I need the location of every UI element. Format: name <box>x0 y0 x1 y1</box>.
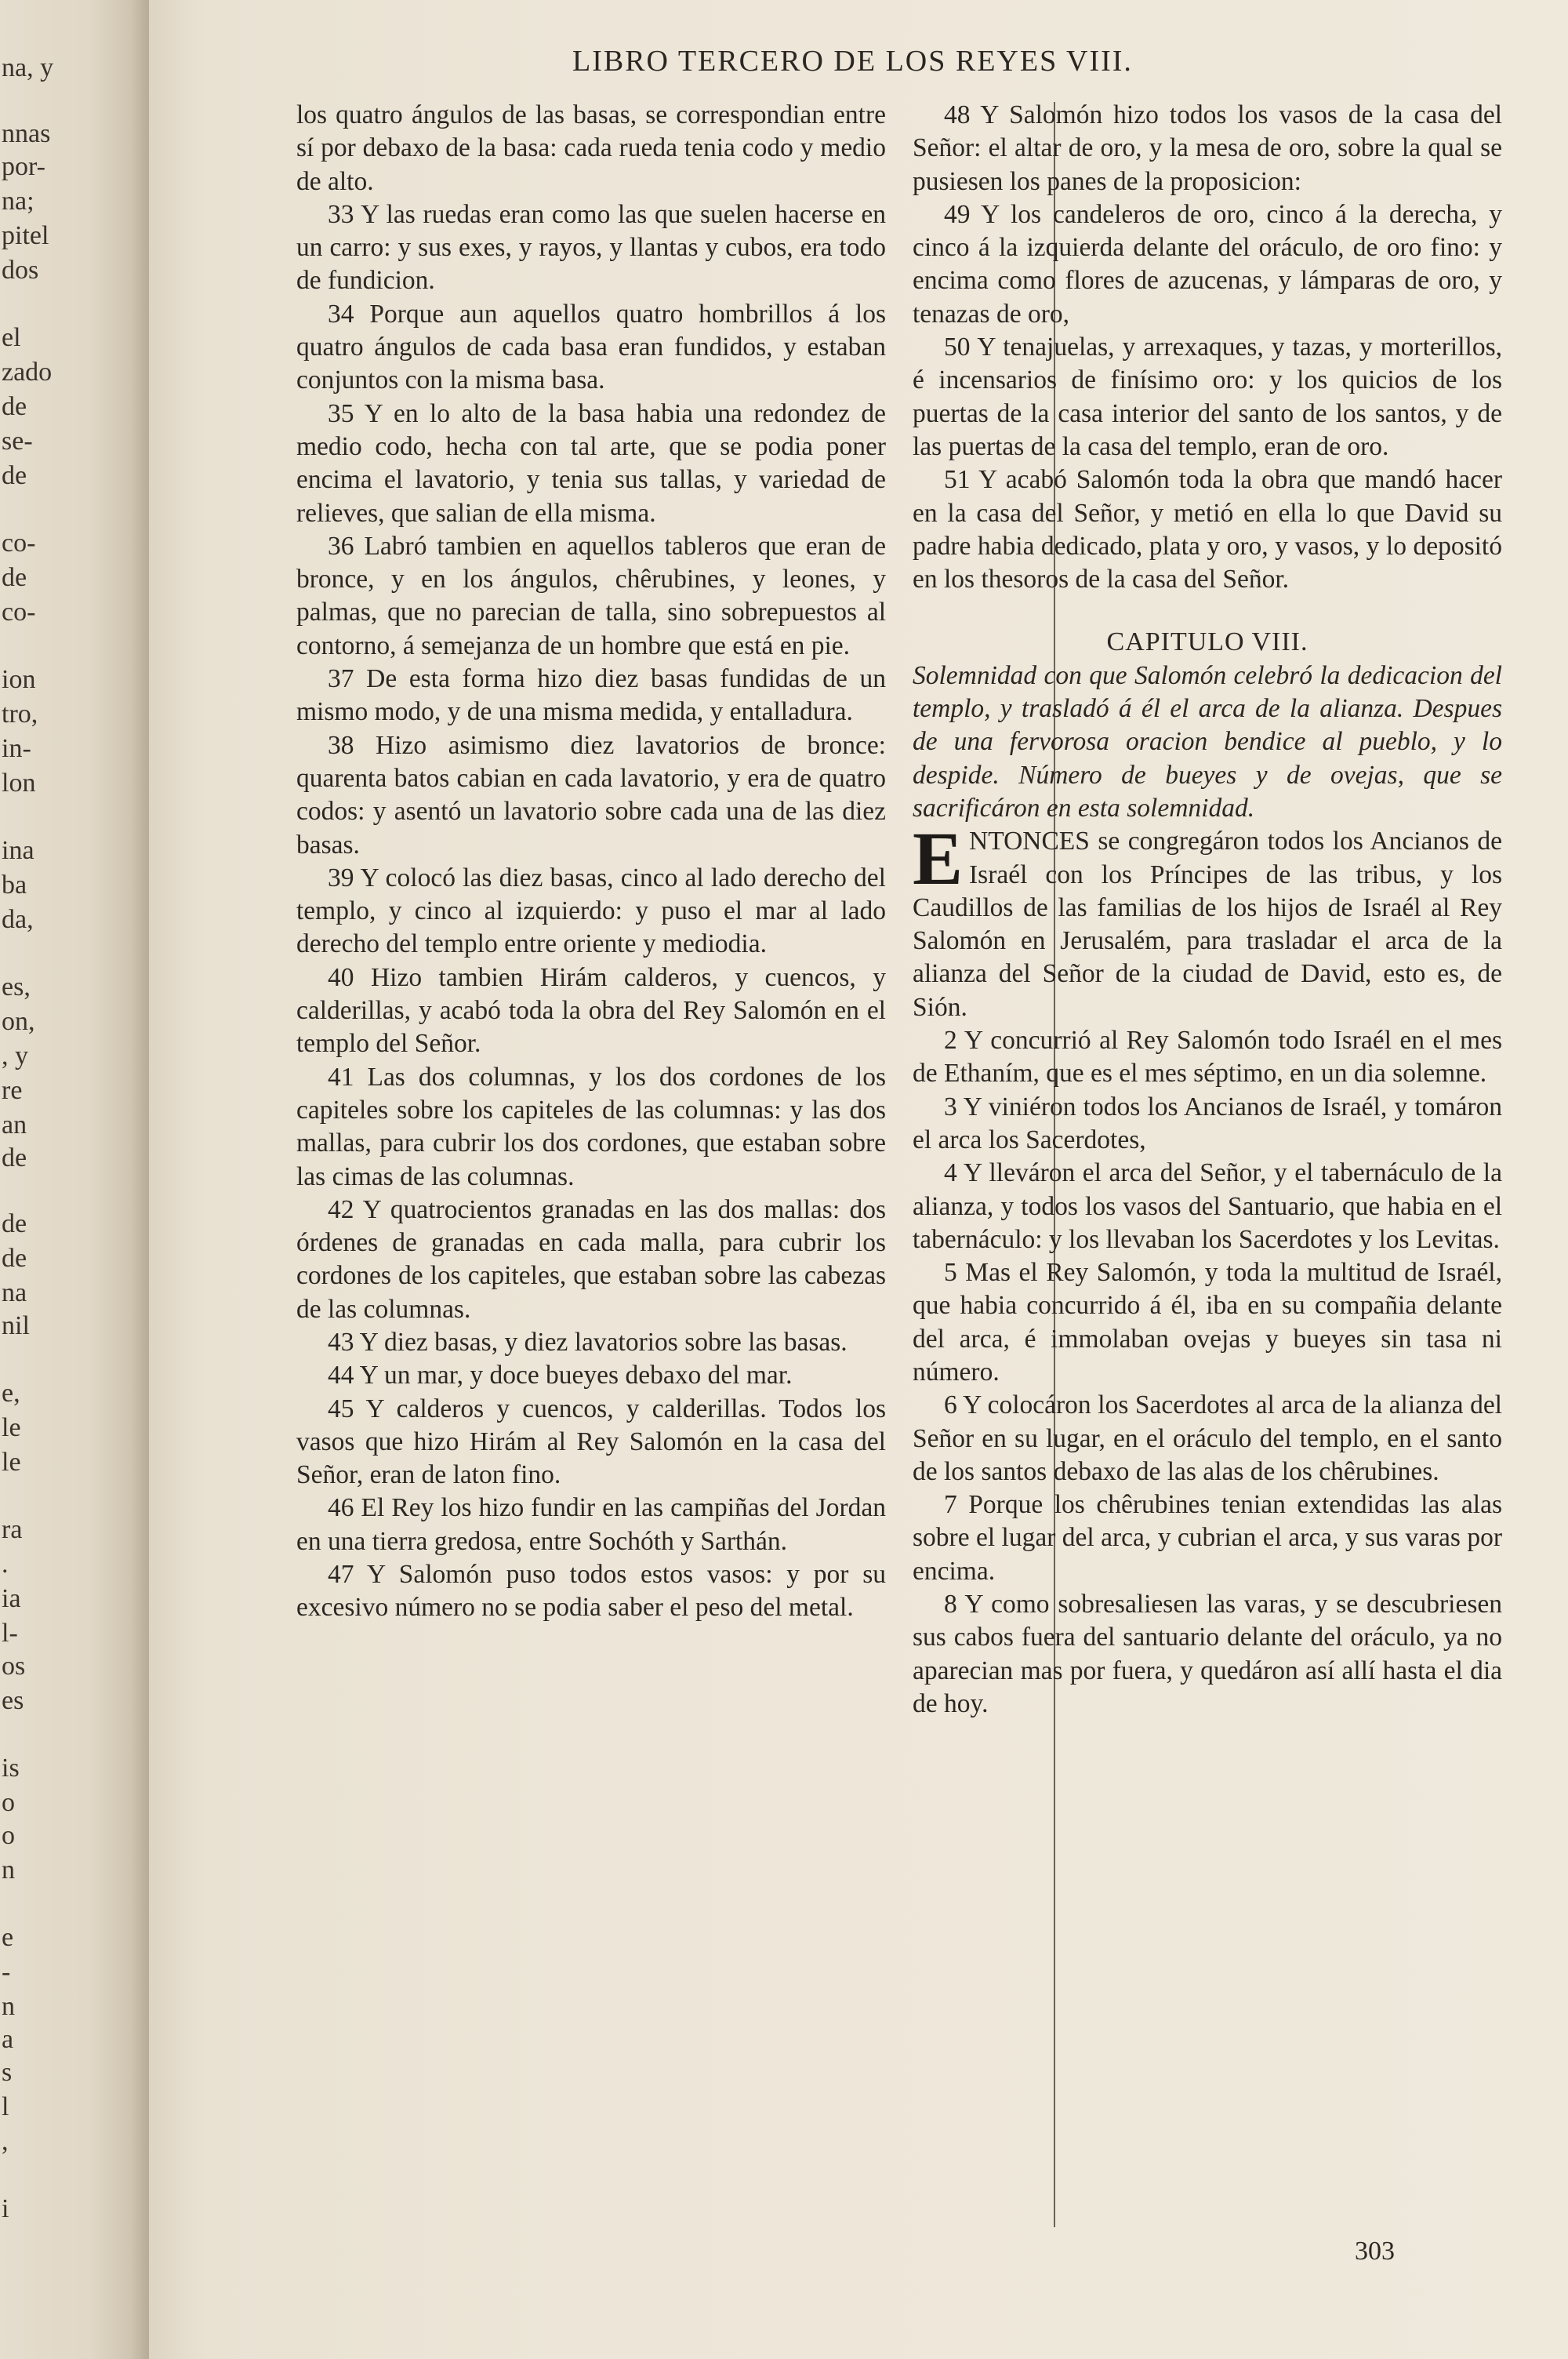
book-page <box>149 0 1568 2359</box>
running-header: LIBRO TERCERO DE LOS REYES VIII. <box>572 45 1133 78</box>
gutter-text-fragment: o <box>2 1821 15 1850</box>
gutter-text-fragment: da, <box>2 905 34 934</box>
verse: 4 Y lleváron el arca del Señor, y el tabernáculo de la alianza, y todos los vasos del Santuario, que habia en el tabernáculo: y los llevaban los Sacerdotes y los Levitas. <box>913 1158 1502 1254</box>
gutter-text-fragment: i <box>2 2194 9 2223</box>
previous-page-gutter <box>0 0 149 2359</box>
drop-cap: E <box>913 816 964 901</box>
gutter-text-fragment: - <box>2 1957 11 1986</box>
gutter-text-fragment: se- <box>2 427 33 456</box>
gutter-text-fragment: an <box>2 1110 27 1140</box>
verse: 7 Porque los chêrubines tenian extendidas las alas sobre el lugar del arca, y cubrian el arca, y sus varas por encima. <box>913 1490 1502 1586</box>
verse: 6 Y colocáron los Sacerdotes al arca de la alianza del Señor en su lugar, en el oráculo del templo, en el santo de los santos debaxo de las alas de los chêrubines. <box>913 1390 1502 1486</box>
gutter-text-fragment: lon <box>2 769 36 798</box>
right-column-verses-top <box>913 99 1502 596</box>
gutter-text-fragment: el <box>2 323 21 352</box>
left-column <box>296 99 886 1625</box>
chapter-title: CAPITULO VIII. <box>1106 627 1308 657</box>
gutter-text-fragment: le <box>2 1448 21 1477</box>
verse: 46 El Rey los hizo fundir en las campiñas del Jordan en una tierra gredosa, entre Sochóth y Sarthán. <box>296 1493 886 1556</box>
verse: 44 Y un mar, y doce bueyes debaxo del mar. <box>328 1361 793 1390</box>
gutter-text-fragment: ia <box>2 1584 21 1613</box>
gutter-text-fragment: de <box>2 1244 27 1273</box>
gutter-text-fragment: co- <box>2 598 36 627</box>
verse: 47 Y Salomón puso todos estos vasos: y por su excesivo número no se podia saber el peso del metal. <box>296 1560 886 1623</box>
gutter-text-fragment: n <box>2 1856 15 1885</box>
verse: 35 Y en lo alto de la basa habia una redondez de medio codo, hecha con tal arte, que se podia poner encima el lavatorio, y tenia sus tallas, y variedad de relieves, que salian de ella misma. <box>296 398 886 528</box>
gutter-text-fragment: on, <box>2 1007 35 1036</box>
verse: 48 Y Salomón hizo todos los vasos de la casa del Señor: el altar de oro, y la mesa de oro, sobre la qual se pusiesen los panes de la proposicion: <box>913 100 1502 196</box>
verse: 41 Las dos columnas, y los dos cordones de los capiteles sobre los capiteles de las columnas: y las dos mallas, para cubrir los dos cordones, que estaban sobre las cimas de las columnas. <box>296 1062 886 1191</box>
verse: 39 Y colocó las diez basas, cinco al lado derecho del templo, y cinco al izquierdo: y puso el mar al lado derecho del templo entre oriente y mediodia. <box>296 863 886 959</box>
gutter-text-fragment: ina <box>2 836 34 865</box>
verse: 36 Labró tambien en aquellos tableros que eran de bronce, y en los ángulos, chêrubines, y leones, y palmas, que no parecian de talla, sino sobrepuestos al contorno, á semejanza de un hombre que está en pie. <box>296 531 886 660</box>
verse: 51 Y acabó Salomón toda la obra que mandó hacer en la casa del Señor, y metió en ella lo que David su padre habia dedicado, plata y oro, y vasos, y lo depositó en los thesoros de la casa del Señor. <box>913 465 1502 594</box>
gutter-text-fragment: in- <box>2 734 31 763</box>
gutter-text-fragment: de <box>2 1143 27 1172</box>
gutter-text-fragment: nnas <box>2 119 51 148</box>
verse: 8 Y como sobresaliesen las varas, y se descubriesen sus cabos fuera del santuario delante del oráculo, ya no aparecian mas por fuera, y quedáron así allí hasta el dia de hoy. <box>913 1590 1502 1718</box>
gutter-text-fragment: is <box>2 1754 20 1783</box>
verse: 33 Y las ruedas eran como las que suelen hacerse en un carro: y sus exes, y rayos, y llantas y cubos, era todo de fundicion. <box>296 199 886 296</box>
gutter-text-fragment: ion <box>2 665 36 694</box>
chapter-summary-text: Solemnidad con que Salomón celebró la dedicacion del templo, y trasladó á él el arca de la alianza. Despues de una fervorosa oracion bendice al pueblo, y lo despide. Número de bueyes y de ovejas, que se sacrificáron en esta solemnidad. <box>913 660 1502 823</box>
verse: los quatro ángulos de las basas, se correspondian entre sí por debaxo de la basa: cada rueda tenia codo y medio de alto. <box>296 100 886 196</box>
gutter-text-fragment: e, <box>2 1379 20 1408</box>
verse: 50 Y tenajuelas, y arrexaques, y tazas, y morterillos, é incensarios de finísimo oro: y los quicios de los puertas de la casa interior del santo de los santos, y de las puertas de la casa del templo, eran de oro. <box>913 333 1502 461</box>
gutter-text-fragment: l- <box>2 1619 18 1648</box>
gutter-text-fragment: dos <box>2 256 39 285</box>
gutter-text-fragment: ra <box>2 1515 23 1544</box>
verse: 40 Hizo tambien Hirám calderos, y cuencos, y calderillas, y acabó toda la obra del Rey Salomón en el templo del Señor. <box>296 962 886 1059</box>
gutter-text-fragment: es, <box>2 972 31 1001</box>
gutter-text-fragment: por- <box>2 152 45 181</box>
gutter-text-fragment: e <box>2 1923 14 1952</box>
verse: 42 Y quatrocientos granadas en las dos mallas: dos órdenes de granadas en cada malla, para cubrir los cordones de los capiteles, que estaban sobre las cabezas de las columnas. <box>296 1194 886 1324</box>
verse: 34 Porque aun aquellos quatro hombrillos á los quatro ángulos de cada basa eran fundidos, y estaban conjuntos con la misma basa. <box>296 299 886 395</box>
verse: 37 De esta forma hizo diez basas fundidas de un mismo modo, y de una misma medida, y entalladura. <box>296 664 886 727</box>
gutter-text-fragment: , <box>2 2127 9 2156</box>
gutter-text-fragment: os <box>2 1652 26 1681</box>
gutter-text-fragment: re <box>2 1076 23 1105</box>
gutter-text-fragment: es <box>2 1686 24 1715</box>
verse: 3 Y viniéron todos los Ancianos de Israél, y tomáron el arca los Sacerdotes, <box>913 1092 1502 1154</box>
verse: 5 Mas el Rey Salomón, y toda la multitud de Israél, que habia concurrido á él, iba en su compañia delante del arca, é immolaban ovejas y bueyes sin tasa ni número. <box>913 1258 1502 1387</box>
right-column-verses-bottom <box>913 1024 1502 1721</box>
first-verse-text: NTONCES se congregáron todos los Ancianos de Israél con los Príncipes de las tribus, y los Caudillos de las familias de los hijos de Israél al Rey Salomón en Jerusalém, para trasladar el arca de la alianza del Señor de la ciudad de David, esto es, de Sión. <box>913 827 1502 1022</box>
verse: 43 Y diez basas, y diez lavatorios sobre las basas. <box>328 1327 848 1357</box>
verse: 45 Y calderos y cuencos, y calderillas. Todos los vasos que hizo Hirám al Rey Salomón en la casa del Señor, eran de laton fino. <box>296 1394 886 1490</box>
verse: 38 Hizo asimismo diez lavatorios de bronce: quarenta batos cabian en cada lavatorio, y era de quatro codos: y asentó un lavatorio sobre cada una de las diez basas. <box>296 730 886 860</box>
gutter-text-fragment: na <box>2 1278 27 1307</box>
right-column <box>913 99 1502 1721</box>
gutter-text-fragment: le <box>2 1413 21 1442</box>
gutter-text-fragment: zado <box>2 358 53 387</box>
gutter-text-fragment: l <box>2 2092 9 2121</box>
gutter-text-fragment: o <box>2 1788 15 1817</box>
gutter-text-fragment: pitel <box>2 221 49 250</box>
gutter-text-fragment: n <box>2 1992 15 2021</box>
gutter-text-fragment: s <box>2 2058 13 2087</box>
gutter-text-fragment: na; <box>2 187 34 216</box>
page-number: 303 <box>1355 2237 1395 2266</box>
first-verse <box>913 816 1502 1024</box>
gutter-text-fragment: na, y <box>2 53 54 82</box>
verse: 49 Y los candeleros de oro, cinco á la derecha, y cinco á la izquierda delante del oráculo, de oro fino: y encima como flores de azucenas, y lámparas de oro, y tenazas de oro, <box>913 199 1502 329</box>
verse: 2 Y concurrió al Rey Salomón todo Israél en el mes de Ethaním, que es el mes séptimo, en un dia solemne. <box>913 1026 1502 1089</box>
gutter-text-fragment: nil <box>2 1311 30 1340</box>
gutter-text-fragment: de <box>2 1209 27 1238</box>
gutter-text-fragment: ba <box>2 871 27 900</box>
gutter-text-fragment: a <box>2 2025 14 2054</box>
gutter-text-fragment: de <box>2 461 27 490</box>
gutter-text-fragment: tro, <box>2 700 38 729</box>
gutter-text-fragment: co- <box>2 529 36 558</box>
gutter-text-fragment: . <box>2 1550 9 1579</box>
gutter-text-fragment: , y <box>2 1041 28 1070</box>
gutter-text-fragment: de <box>2 392 27 421</box>
chapter-summary <box>913 660 1502 825</box>
gutter-text-fragment: de <box>2 563 27 592</box>
